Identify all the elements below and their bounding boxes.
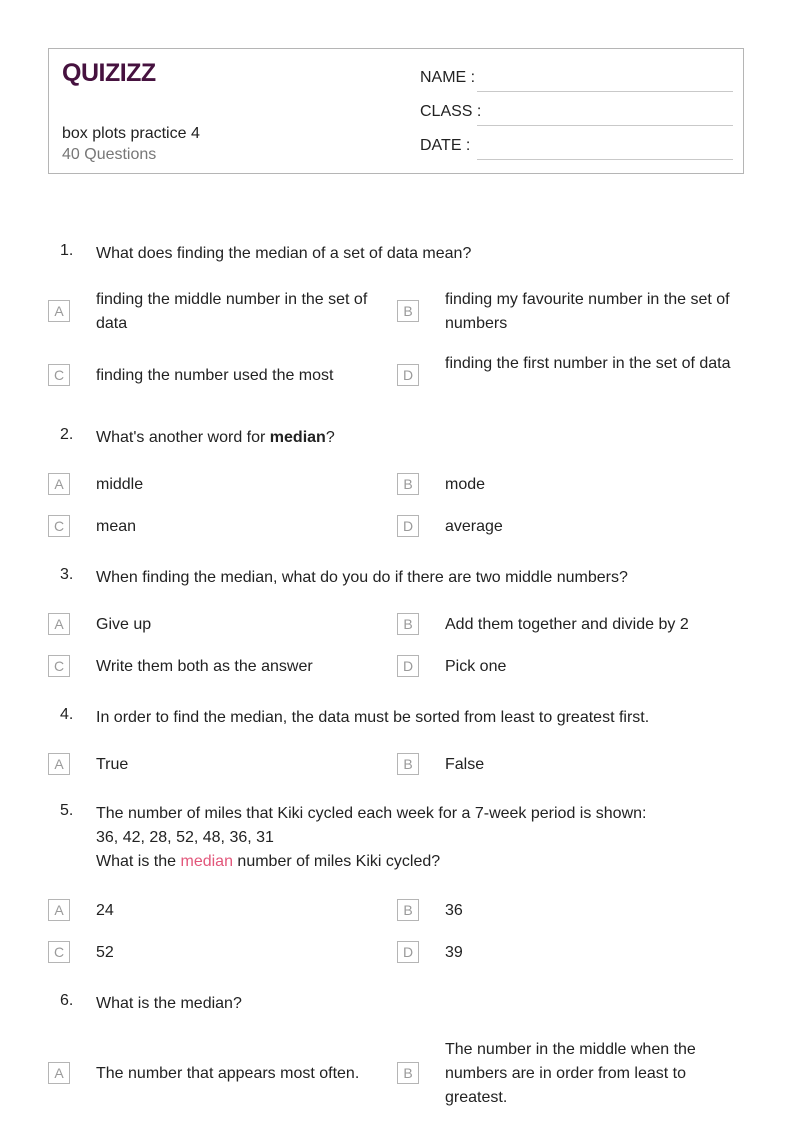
question-keyword: median — [269, 429, 326, 446]
option-text: 39 — [445, 944, 463, 961]
option-letter-box[interactable]: B — [397, 613, 419, 635]
class-label: CLASS : — [420, 103, 482, 120]
option-letter-box[interactable]: A — [48, 473, 70, 495]
option-text: average — [445, 518, 503, 535]
question-number: 5. — [60, 802, 74, 819]
question-data-values: 36, 42, 28, 52, 48, 36, 31 — [96, 829, 274, 846]
option-letter-box[interactable]: A — [48, 899, 70, 921]
option-letter-box[interactable]: D — [397, 655, 419, 677]
option-letter-box[interactable]: B — [397, 300, 419, 322]
option-letter-box[interactable]: C — [48, 364, 70, 386]
class-input-line[interactable] — [477, 125, 733, 126]
question-text: When finding the median, what do you do if there are two middle numbers? — [96, 569, 628, 586]
option-text: Pick one — [445, 658, 507, 675]
option-letter-box[interactable]: C — [48, 515, 70, 537]
option-text: Give up — [96, 616, 152, 633]
option-text: False — [445, 756, 485, 773]
question-number: 4. — [60, 706, 74, 723]
option-letter-box[interactable]: B — [397, 753, 419, 775]
option-text: Add them together and divide by 2 — [445, 616, 689, 633]
option-letter-box[interactable]: B — [397, 1062, 419, 1084]
worksheet-header — [48, 48, 744, 174]
option-text: True — [96, 756, 129, 773]
question-line-1: The number of miles that Kiki cycled each week for a 7-week period is shown: — [96, 805, 647, 822]
question-number: 6. — [60, 992, 74, 1009]
question-text-end: number of miles Kiki cycled? — [232, 853, 441, 870]
option-text: middle — [96, 476, 144, 493]
question-text: What is the median? — [96, 995, 242, 1012]
option-letter-box[interactable]: A — [48, 753, 70, 775]
option-text: mode — [445, 476, 486, 493]
option-letter-box[interactable]: B — [397, 473, 419, 495]
question-text: What does finding the median of a set of data mean? — [96, 245, 472, 262]
option-letter-box[interactable]: C — [48, 655, 70, 677]
option-text: The number in the middle when the numbers are in order from least to greatest. — [445, 1041, 696, 1106]
option-letter-box[interactable]: A — [48, 300, 70, 322]
option-letter-box[interactable]: B — [397, 899, 419, 921]
question-number: 2. — [60, 426, 74, 443]
option-text: 24 — [96, 902, 114, 919]
option-text: mean — [96, 518, 137, 535]
option-text: finding the first number in the set of data — [445, 355, 731, 372]
option-letter-box[interactable]: A — [48, 613, 70, 635]
option-letter-box[interactable]: A — [48, 1062, 70, 1084]
name-label: NAME : — [420, 69, 476, 86]
option-letter-box[interactable]: D — [397, 941, 419, 963]
date-input-line[interactable] — [477, 159, 733, 160]
option-text: The number that appears most often. — [96, 1065, 360, 1082]
option-text: finding the middle number in the set of data — [96, 291, 368, 332]
question-text: In order to find the median, the data must be sorted from least to greatest first. — [96, 709, 650, 726]
option-letter-box[interactable]: C — [48, 941, 70, 963]
option-letter-box[interactable]: D — [397, 515, 419, 537]
question-text-end: ? — [325, 429, 335, 446]
quizizz-logo: QUIZIZZ — [62, 59, 156, 87]
question-text-start: What's another word for — [96, 429, 270, 446]
question-highlight: median — [180, 853, 233, 870]
date-label: DATE : — [420, 137, 471, 154]
option-text: 52 — [96, 944, 114, 961]
question-text-start: What is the — [96, 853, 181, 870]
question-number: 3. — [60, 566, 74, 583]
name-input-line[interactable] — [477, 91, 733, 92]
question-count: 40 Questions — [62, 146, 157, 163]
question-line-3 — [96, 850, 736, 874]
worksheet-title: box plots practice 4 — [62, 125, 200, 142]
question-text — [96, 802, 736, 874]
option-text: Write them both as the answer — [96, 658, 313, 675]
option-text: finding the number used the most — [96, 367, 334, 384]
question-text — [96, 426, 736, 450]
option-letter-box[interactable]: D — [397, 364, 419, 386]
question-number: 1. — [60, 242, 74, 259]
option-text: 36 — [445, 902, 463, 919]
option-text: finding my favourite number in the set of numbers — [445, 291, 730, 332]
